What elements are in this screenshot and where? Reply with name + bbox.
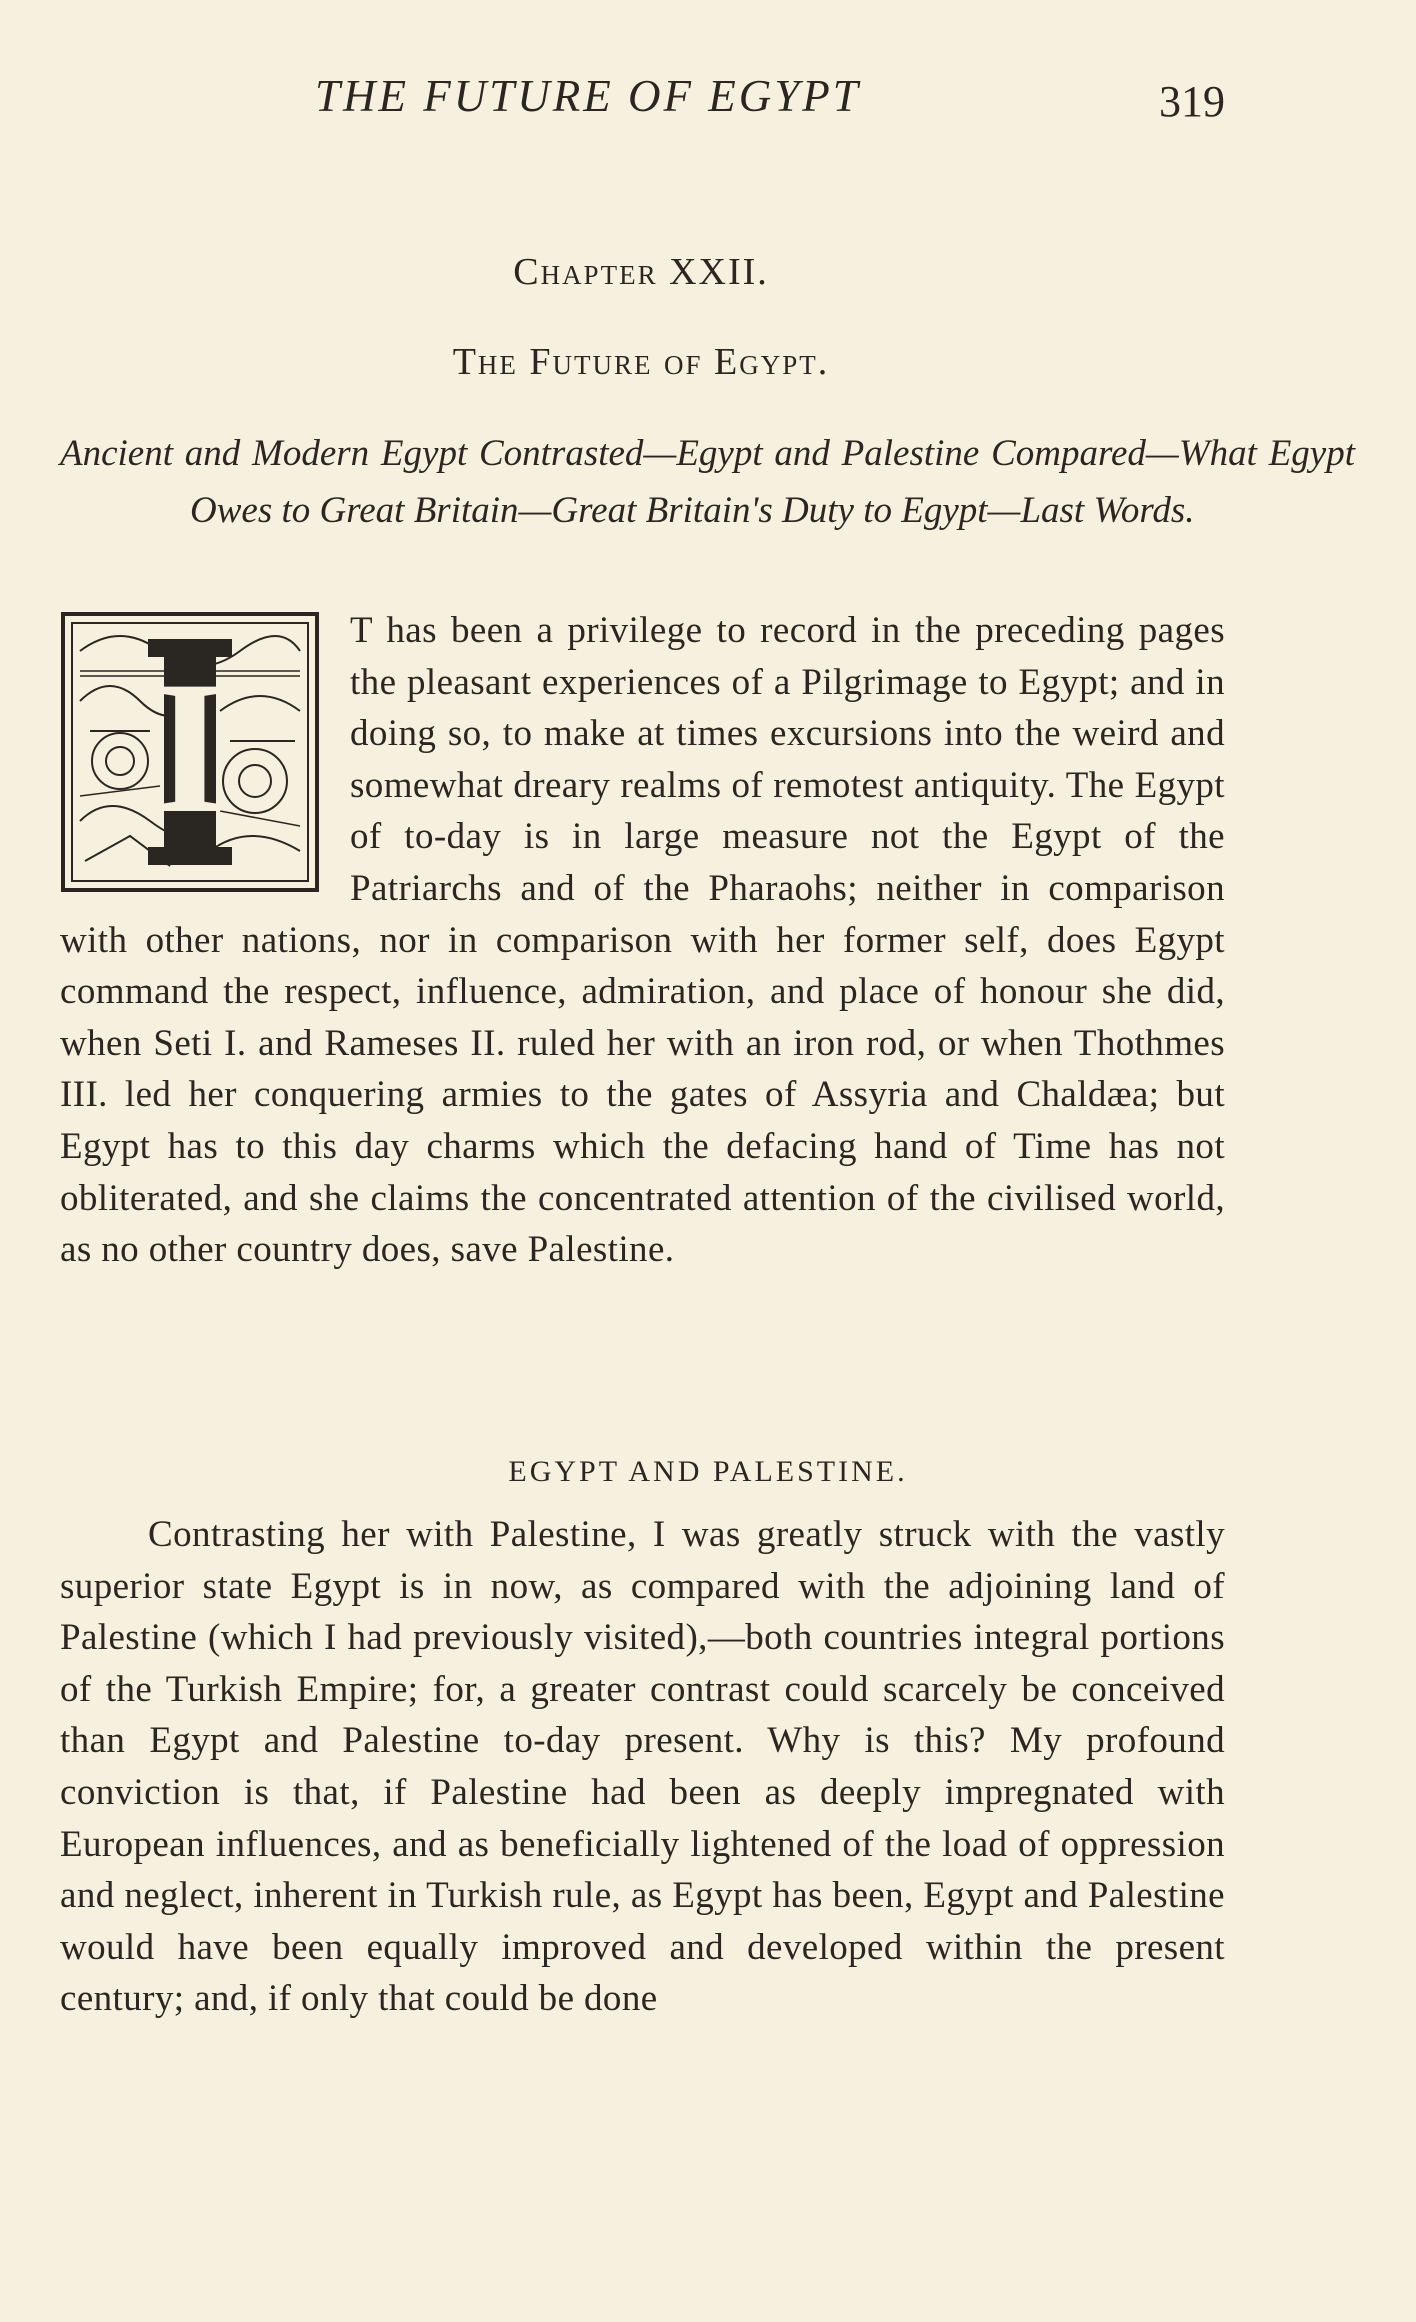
paragraph-1-text: T has been a privilege to record in the preceding pages the pleasant experiences of a Pilgrimage to Egypt; and in doing so, to make at times excursions into the weird and somewhat dreary realms of remotest antiquity. The Egypt of to-day is in large measure not the Egypt of the Patriarchs and of the Pharaohs; neither in comparison with other nations, nor in comparison with her former self, does Egypt command the respect, influence, admiration, and place of honour she did, when Seti I. and Rameses II. ruled her with an iron rod, or when Thothmes III. led her conquering armies to the gates of Assyria and Chaldæa; but Egypt has to this day charms which the defacing hand of Time has not obliterated, and she claims the concentrated attention of the civilised world, as no other country does, save Palestine. [60, 610, 1225, 1271]
drop-cap-ornament [60, 611, 320, 893]
chapter-number: Chapter XXII. [513, 251, 769, 293]
chapter-synopsis: Ancient and Modern Egypt Contrasted—Egypt and Palestine Compared—What Egypt Owes to Great Britain—Great Britain's Duty to Egypt—Last Words. [60, 433, 1355, 531]
running-head [60, 62, 1225, 132]
chapter-title: The Future of Egypt. [452, 341, 830, 383]
page-number: 319 [1159, 77, 1225, 126]
running-head-title: THE FUTURE OF EGYPT [315, 71, 861, 121]
paragraph-1 [60, 605, 1225, 1276]
paragraph-2: Contrasting her with Palestine, I was greatly struck with the vastly superior state Egypt is in now, as compared with the adjoining land of Palestine (which I had previously visited),—both countries integral portions of the Turkish Empire; for, a greater contrast could scarcely be conceived than Egypt and Palestine to-day present. Why is this? My profound conviction is that, if Palestine had been as deeply impregnated with European influences, and as beneficially lightened of the load of oppression and neglect, inherent in Turkish rule, as Egypt has been, Egypt and Palestine would have been equally improved and developed within the present century; and, if only that could be done [60, 1514, 1225, 2020]
section-heading: EGYPT AND PALESTINE. [508, 1455, 908, 1488]
ornamental-drop-cap-icon [60, 611, 320, 893]
drop-cap-letter: I [152, 643, 228, 853]
